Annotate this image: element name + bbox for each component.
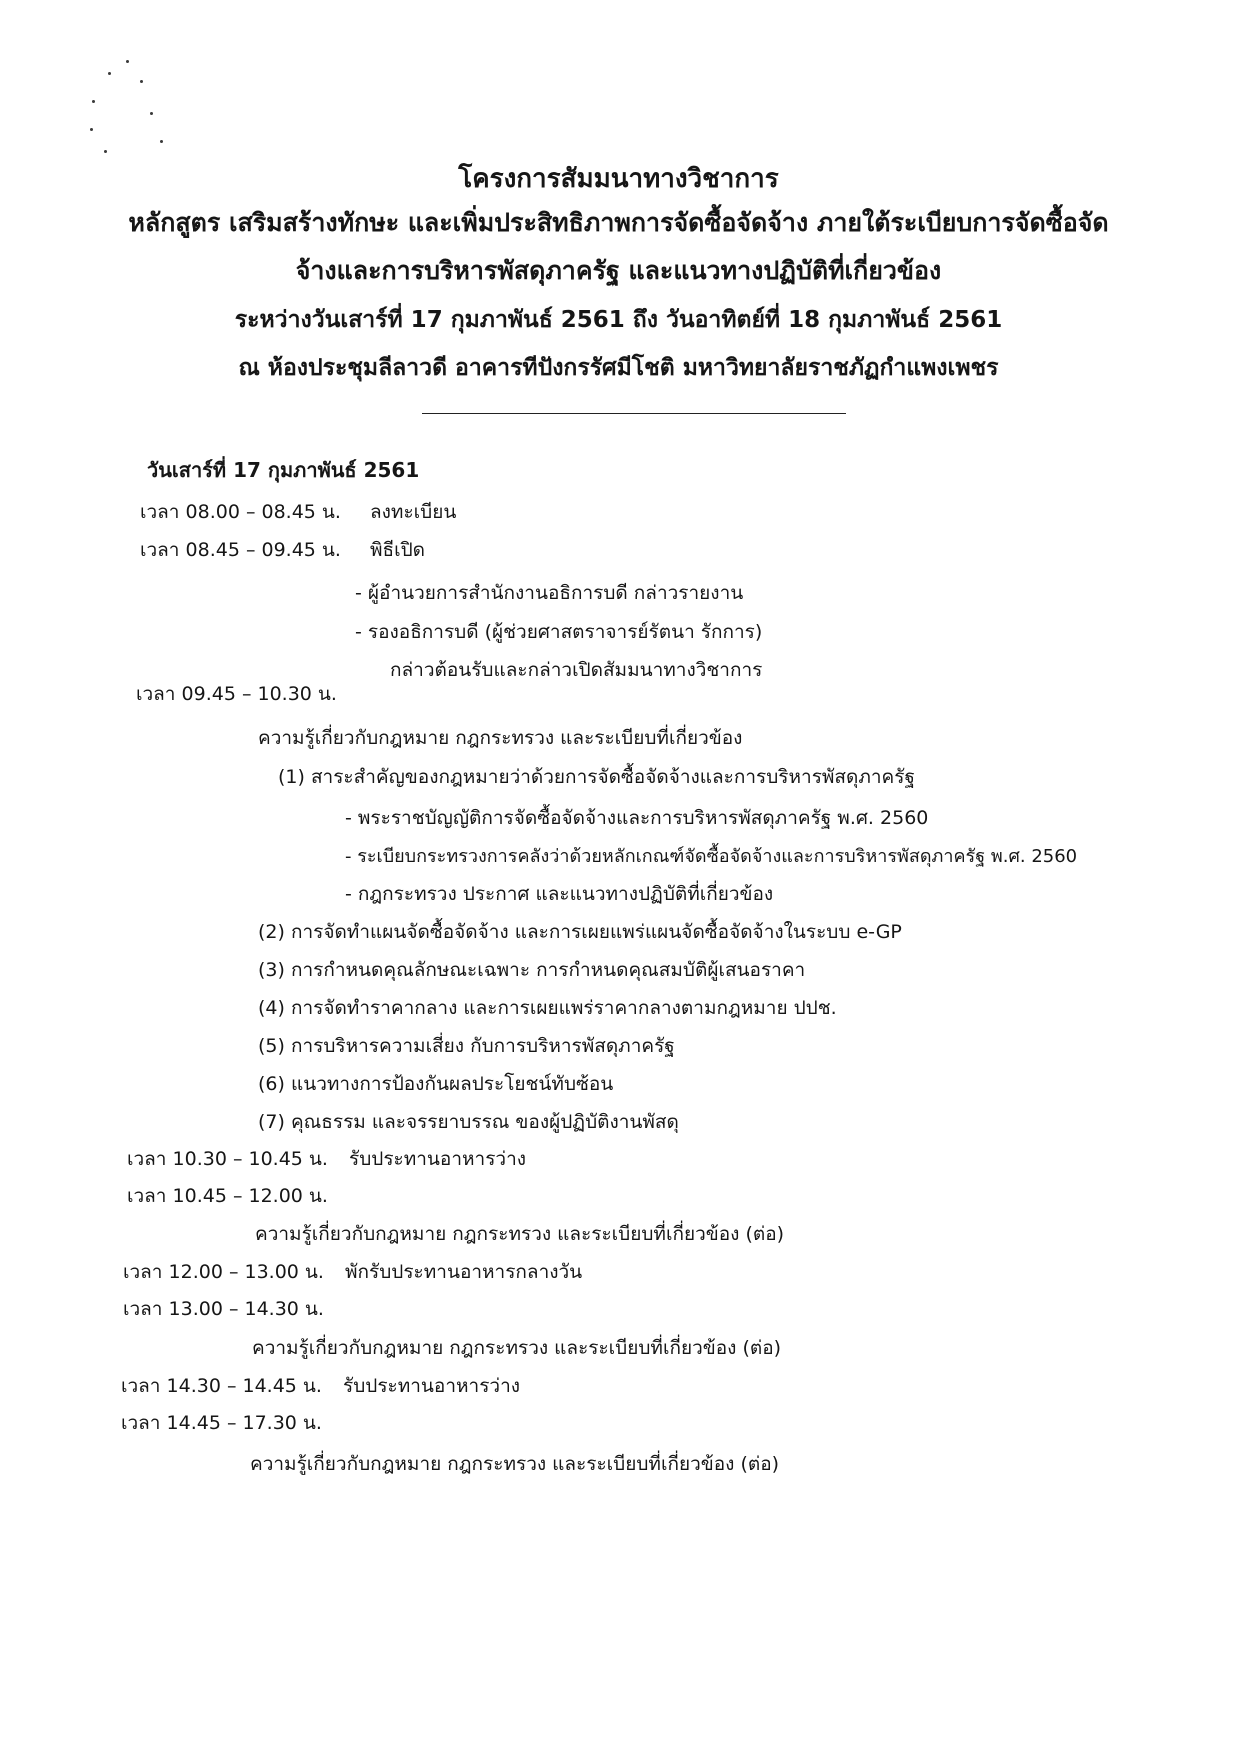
schedule-line: ความรู้เกี่ยวกับกฎหมาย กฎกระทรวง และระเบียบที่เกี่ยวข้อง (ต่อ) [252, 1337, 782, 1359]
schedule-line [136, 682, 337, 706]
schedule-line: ความรู้เกี่ยวกับกฎหมาย กฎกระทรวง และระเบียบที่เกี่ยวข้อง [258, 727, 743, 749]
time-slot: เวลา 08.00 – 08.45 น. [140, 501, 341, 523]
schedule-line: ความรู้เกี่ยวกับกฎหมาย กฎกระทรวง และระเบียบที่เกี่ยวข้อง (ต่อ) [250, 1453, 780, 1475]
time-slot: เวลา 09.45 – 10.30 น. [136, 683, 337, 705]
schedule-day: วันเสาร์ที่ 17 กุมภาพันธ์ 2561 [147, 458, 420, 482]
schedule-line [123, 1297, 324, 1321]
scan-speck [140, 80, 143, 83]
agenda-item: พักรับประทานอาหารกลางวัน [345, 1261, 583, 1283]
schedule-line [127, 1147, 526, 1171]
time-slot: เวลา 12.00 – 13.00 น. [123, 1261, 324, 1283]
agenda-item: ลงทะเบียน [370, 501, 457, 523]
event-dates: ระหว่างวันเสาร์ที่ 17 กุมภาพันธ์ 2561 ถึง วันอาทิตย์ที่ 18 กุมภาพันธ์ 2561 [234, 307, 1003, 333]
time-slot: เวลา 10.30 – 10.45 น. [127, 1148, 328, 1170]
scan-speck [90, 128, 93, 131]
agenda-item: พิธีเปิด [370, 539, 426, 561]
scan-speck [92, 100, 95, 103]
schedule-line: (2) การจัดทำแผนจัดซื้อจัดจ้าง และการเผยแพร่แผนจัดซื้อจัดจ้างในระบบ e-GP [258, 921, 902, 943]
schedule-line: (3) การกำหนดคุณลักษณะเฉพาะ การกำหนดคุณสมบัติผู้เสนอราคา [258, 959, 806, 981]
course-title-line-1: หลักสูตร เสริมสร้างทักษะ และเพิ่มประสิทธิภาพการจัดซื้อจัดจ้าง ภายใต้ระเบียบการจัดซื้อจัด [128, 208, 1109, 237]
agenda-item: รับประทานอาหารว่าง [349, 1148, 527, 1170]
schedule-line: กล่าวต้อนรับและกล่าวเปิดสัมมนาทางวิชาการ [390, 659, 763, 681]
schedule-line: - ระเบียบกระทรวงการคลังว่าด้วยหลักเกณฑ์จัดซื้อจัดจ้างและการบริหารพัสดุภาครัฐ พ.ศ. 2560 [345, 846, 1078, 867]
schedule-line: - กฎกระทรวง ประกาศ และแนวทางปฏิบัติที่เกี่ยวข้อง [345, 883, 774, 905]
schedule-line: (1) สาระสำคัญของกฎหมายว่าด้วยการจัดซื้อจัดจ้างและการบริหารพัสดุภาครัฐ [278, 766, 915, 788]
scan-speck [104, 150, 107, 153]
time-slot: เวลา 14.30 – 14.45 น. [121, 1375, 322, 1397]
schedule-line [121, 1411, 322, 1435]
schedule-line: (7) คุณธรรม และจรรยาบรรณ ของผู้ปฏิบัติงานพัสดุ [258, 1111, 679, 1133]
time-slot: เวลา 10.45 – 12.00 น. [127, 1185, 328, 1207]
schedule-line: (6) แนวทางการป้องกันผลประโยชน์ทับซ้อน [258, 1073, 614, 1095]
scan-speck [108, 72, 111, 75]
schedule-line: - ผู้อำนวยการสำนักงานอธิการบดี กล่าวรายงาน [355, 582, 744, 604]
schedule-line [140, 500, 456, 524]
schedule-line: (4) การจัดทำราคากลาง และการเผยแพร่ราคากลางตามกฎหมาย ปปช. [258, 997, 837, 1019]
schedule-line [140, 538, 425, 562]
scan-speck [126, 60, 129, 63]
schedule-line [123, 1260, 582, 1284]
agenda-item: รับประทานอาหารว่าง [343, 1375, 521, 1397]
time-slot: เวลา 13.00 – 14.30 น. [123, 1298, 324, 1320]
event-venue: ณ ห้องประชุมลีลาวดี อาคารทีปังกรรัศมีโชติ มหาวิทยาลัยราชภัฏกำแพงเพชร [238, 355, 999, 381]
document-title: โครงการสัมมนาทางวิชาการ [458, 164, 779, 194]
schedule-line: (5) การบริหารความเสี่ยง กับการบริหารพัสดุภาครัฐ [258, 1035, 675, 1057]
schedule-line: - พระราชบัญญัติการจัดซื้อจัดจ้างและการบริหารพัสดุภาครัฐ พ.ศ. 2560 [345, 807, 929, 829]
schedule-line [121, 1374, 520, 1398]
scan-speck [160, 140, 163, 143]
header-divider [422, 413, 846, 414]
schedule-line: ความรู้เกี่ยวกับกฎหมาย กฎกระทรวง และระเบียบที่เกี่ยวข้อง (ต่อ) [255, 1223, 785, 1245]
schedule-line [127, 1184, 328, 1208]
course-title-line-2: จ้างและการบริหารพัสดุภาครัฐ และแนวทางปฏิบัติที่เกี่ยวข้อง [295, 256, 942, 285]
time-slot: เวลา 14.45 – 17.30 น. [121, 1412, 322, 1434]
time-slot: เวลา 08.45 – 09.45 น. [140, 539, 341, 561]
schedule-line: - รองอธิการบดี (ผู้ช่วยศาสตราจารย์รัตนา รักการ) [355, 621, 763, 643]
scan-speck [150, 112, 153, 115]
